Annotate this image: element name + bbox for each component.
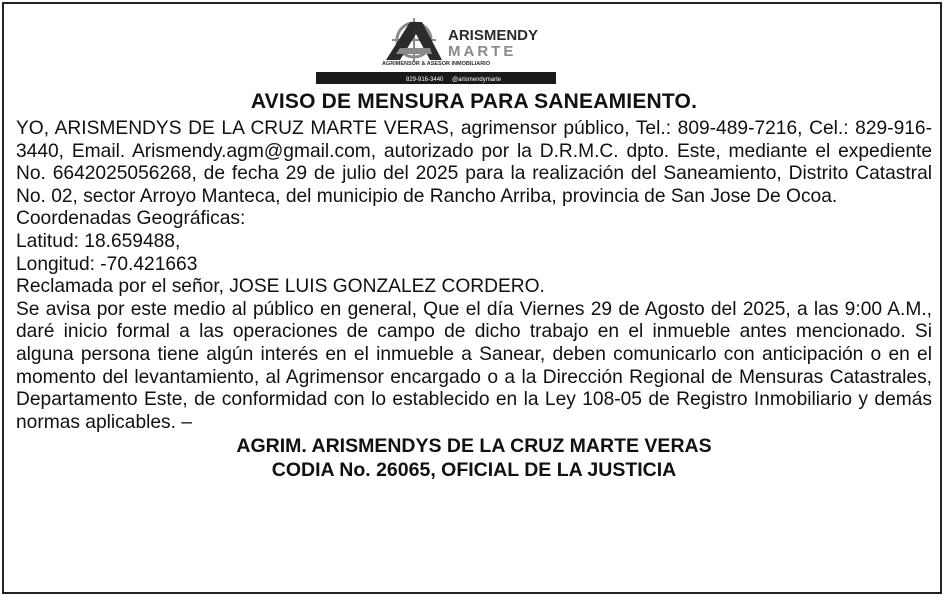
notice-paragraph-2: Se avisa por este medio al público en general, Que el día Viernes 29 de Agosto del 2025, a las 9:00 A.M., daré inicio formal a las operaciones de campo de dicho trabajo en el inmueble antes mencionado. Si alguna persona tiene algún interés en el inmueble a Sanear, deben comunicarlo con anticipación o en el momento del levantamiento, al Agrimensor encargado o a la Dirección Regional de Mensuras Catastrales, Departamento Este, de conformidad con lo establecido en la Ley 108-05 de Registro Inmobiliario y demás normas aplicables. – — [16, 298, 932, 433]
logo-brand-bottom: MARTE — [448, 43, 517, 60]
notice-title: AVISO DE MENSURA PARA SANEAMIENTO. — [250, 90, 698, 113]
coordinates-heading: Coordenadas Geográficas: — [16, 208, 246, 230]
notice-paragraph-1: YO, ARISMENDYS DE LA CRUZ MARTE VERAS, agrimensor público, Tel.: 809-489-7216, Cel.: 829-916-3440, Email. Arismendy.agm@gmail.com, autorizado por la D.R.M.C. dpto. Este, mediante el expediente No. 6642025056268, de fecha 29 de julio del 2025 para la realización del Saneamiento, Distrito Catastral No. 02, sector Arroyo Manteca, del municipio de Rancho Arriba, provincia de San Jose De Ocoa. — [16, 118, 932, 207]
signature-name: AGRIM. ARISMENDYS DE LA CRUZ MARTE VERAS — [236, 435, 712, 458]
longitude-line: Longitud: -70.421663 — [16, 253, 198, 275]
logo-brand-top: ARISMENDY — [448, 27, 539, 44]
logo-handle: @arismendymarte — [452, 77, 502, 83]
claimant-line: Reclamada por el señor, JOSE LUIS GONZALEZ CORDERO. — [16, 276, 545, 298]
latitude-line: Latitud: 18.659488, — [16, 230, 181, 252]
notice-body — [16, 118, 932, 482]
signature-codia: CODIA No. 26065, OFICIAL DE LA JUSTICIA — [271, 459, 677, 482]
logo-phone: 829-916-3440 — [406, 77, 444, 83]
logo-graphic — [314, 14, 558, 86]
logo-tagline: AGRIMENSOR & ASESOR INMOBILIARIO — [382, 61, 490, 67]
company-logo — [314, 14, 558, 86]
